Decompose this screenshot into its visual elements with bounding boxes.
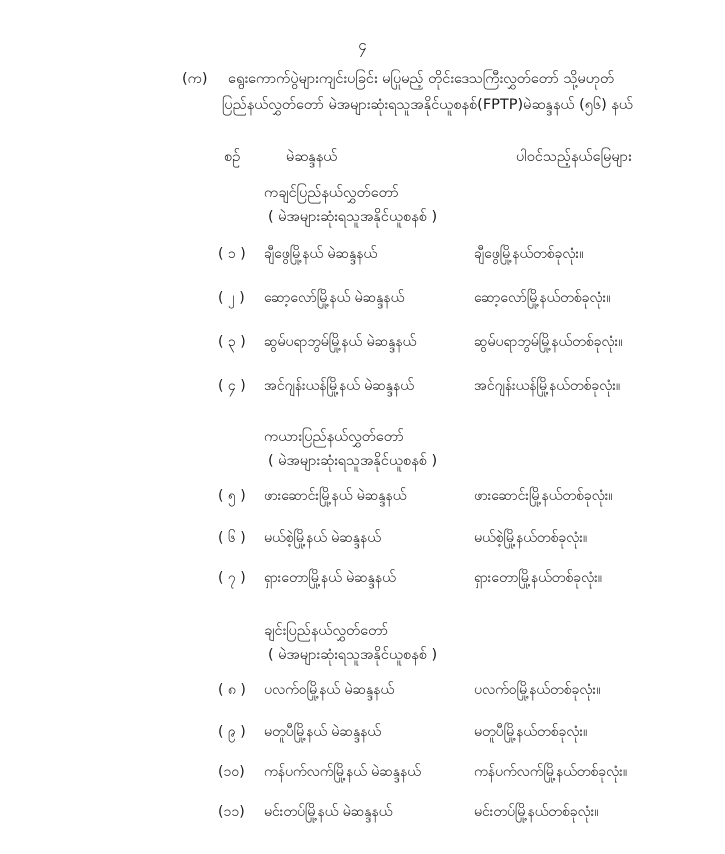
table-row <box>0 800 725 824</box>
row-number: ( ၇ ) <box>218 570 246 586</box>
row-number: ( ၁ ) <box>218 246 246 262</box>
constituency-name: မယ်စဲ့မြို့နယ် မဲဆန္ဒနယ် <box>264 530 381 546</box>
row-number: ( ၄ ) <box>218 378 246 394</box>
table-row <box>0 566 725 590</box>
constituency-area: ချီဖွေမြို့နယ်တစ်ခုလုံး။ <box>474 246 584 262</box>
constituency-name: ပလက်ဝမြို့နယ် မဲဆန္ဒနယ် <box>264 682 395 698</box>
row-number: (၁၁) <box>218 804 245 820</box>
constituency-name: မင်းတပ်မြို့နယ် မဲဆန္ဒနယ် <box>264 804 393 820</box>
constituency-area: မယ်စဲ့မြို့နယ်တစ်ခုလုံး။ <box>474 530 588 546</box>
constituency-area: ဆွမ်ပရာဘွမ်မြို့နယ်တစ်ခုလုံး။ <box>474 334 623 350</box>
constituency-name: အင်ဂျန်းယန်မြို့နယ် မဲဆန္ဒနယ် <box>264 378 414 394</box>
constituency-area: ရှားတောမြို့နယ်တစ်ခုလုံး။ <box>474 570 602 586</box>
constituency-name: ဆွမ်ပရာဘွမ်မြို့နယ် မဲဆန္ဒနယ် <box>264 334 417 350</box>
constituency-name: ကန်ပက်လက်မြို့နယ် မဲဆန္ဒနယ် <box>264 764 421 780</box>
table-row <box>0 286 725 310</box>
table-row <box>0 242 725 266</box>
constituency-area: မတူပီမြို့နယ်တစ်ခုလုံး။ <box>474 724 588 740</box>
constituency-name: မတူပီမြို့နယ် မဲဆန္ဒနယ် <box>264 724 382 740</box>
constituency-name: ချီဖွေမြို့နယ် မဲဆန္ဒနယ် <box>264 246 378 262</box>
constituency-area: မင်းတပ်မြို့နယ်တစ်ခုလုံး။ <box>474 804 599 820</box>
row-number: ( ၉ ) <box>218 724 246 740</box>
constituency-area: ကန်ပက်လက်မြို့နယ်တစ်ခုလုံး။ <box>474 764 628 780</box>
section-heading <box>182 66 702 118</box>
table-row <box>0 720 725 744</box>
section-subtitle: ( မဲအများဆုံးရသူအနိုင်ယူစနစ် ) <box>268 647 438 663</box>
row-number: ( ၃ ) <box>218 334 246 350</box>
column-headers <box>0 148 725 172</box>
heading-text-1: ရွေးကောက်ပွဲများကျင်းပခြင်း မပြုမည့် တိုင်းဒေသကြီးလွှတ်တော် သို့မဟုတ် <box>228 71 615 87</box>
table-row <box>0 526 725 550</box>
row-number: ( ၈ ) <box>218 682 246 698</box>
section-title: ကချင်ပြည်နယ်လွှတ်တော် <box>264 185 399 201</box>
row-number: (၁၀) <box>218 764 245 780</box>
table-row <box>0 678 725 702</box>
constituency-name: ဖားဆောင်းမြို့နယ် မဲဆန္ဒနယ် <box>264 488 407 504</box>
column-header-no: စဉ် <box>224 149 241 165</box>
column-header-constituency: မဲဆန္ဒနယ် <box>286 149 338 165</box>
table-row <box>0 374 725 398</box>
page-number: ၄ <box>358 36 367 54</box>
section-subtitle: ( မဲအများဆုံးရသူအနိုင်ယူစနစ် ) <box>268 453 438 469</box>
section-title: ချင်းပြည်နယ်လွှတ်တော် <box>264 623 389 639</box>
row-number: ( ၆ ) <box>218 530 246 546</box>
heading-line-2: ပြည်နယ်လွှတ်တော် မဲအများဆုံးရသူအနိုင်ယူစနစ်(FPTP)မဲဆန္ဒနယ် (၅၆) နယ် <box>222 97 633 113</box>
constituency-area: ပလက်ဝမြို့နယ်တစ်ခုလုံး။ <box>474 682 601 698</box>
row-number: ( ၅ ) <box>218 488 246 504</box>
section-title: ကယားပြည်နယ်လွှတ်တော် <box>264 429 404 445</box>
constituency-area: ဆော့လော်မြို့နယ်တစ်ခုလုံး။ <box>474 290 611 306</box>
constituency-area: အင်ဂျန်းယန်မြို့နယ်တစ်ခုလုံး။ <box>474 378 621 394</box>
section-subtitle: ( မဲအများဆုံးရသူအနိုင်ယူစနစ် ) <box>268 209 438 225</box>
constituency-area: ဖားဆောင်းမြို့နယ်တစ်ခုလုံး။ <box>474 488 613 504</box>
row-number: ( ၂ ) <box>218 290 245 306</box>
table-row <box>0 330 725 354</box>
constituency-name: ရှားတောမြို့နယ် မဲဆန္ဒနယ် <box>264 570 396 586</box>
heading-number: (က) <box>182 71 208 87</box>
column-header-areas: ပါဝင်သည့်နယ်မြေများ <box>516 149 632 165</box>
constituency-name: ဆော့လော်မြို့နယ် မဲဆန္ဒနယ် <box>264 290 405 306</box>
heading-line-1 <box>182 66 702 92</box>
table-row <box>0 760 725 784</box>
table-row <box>0 484 725 508</box>
